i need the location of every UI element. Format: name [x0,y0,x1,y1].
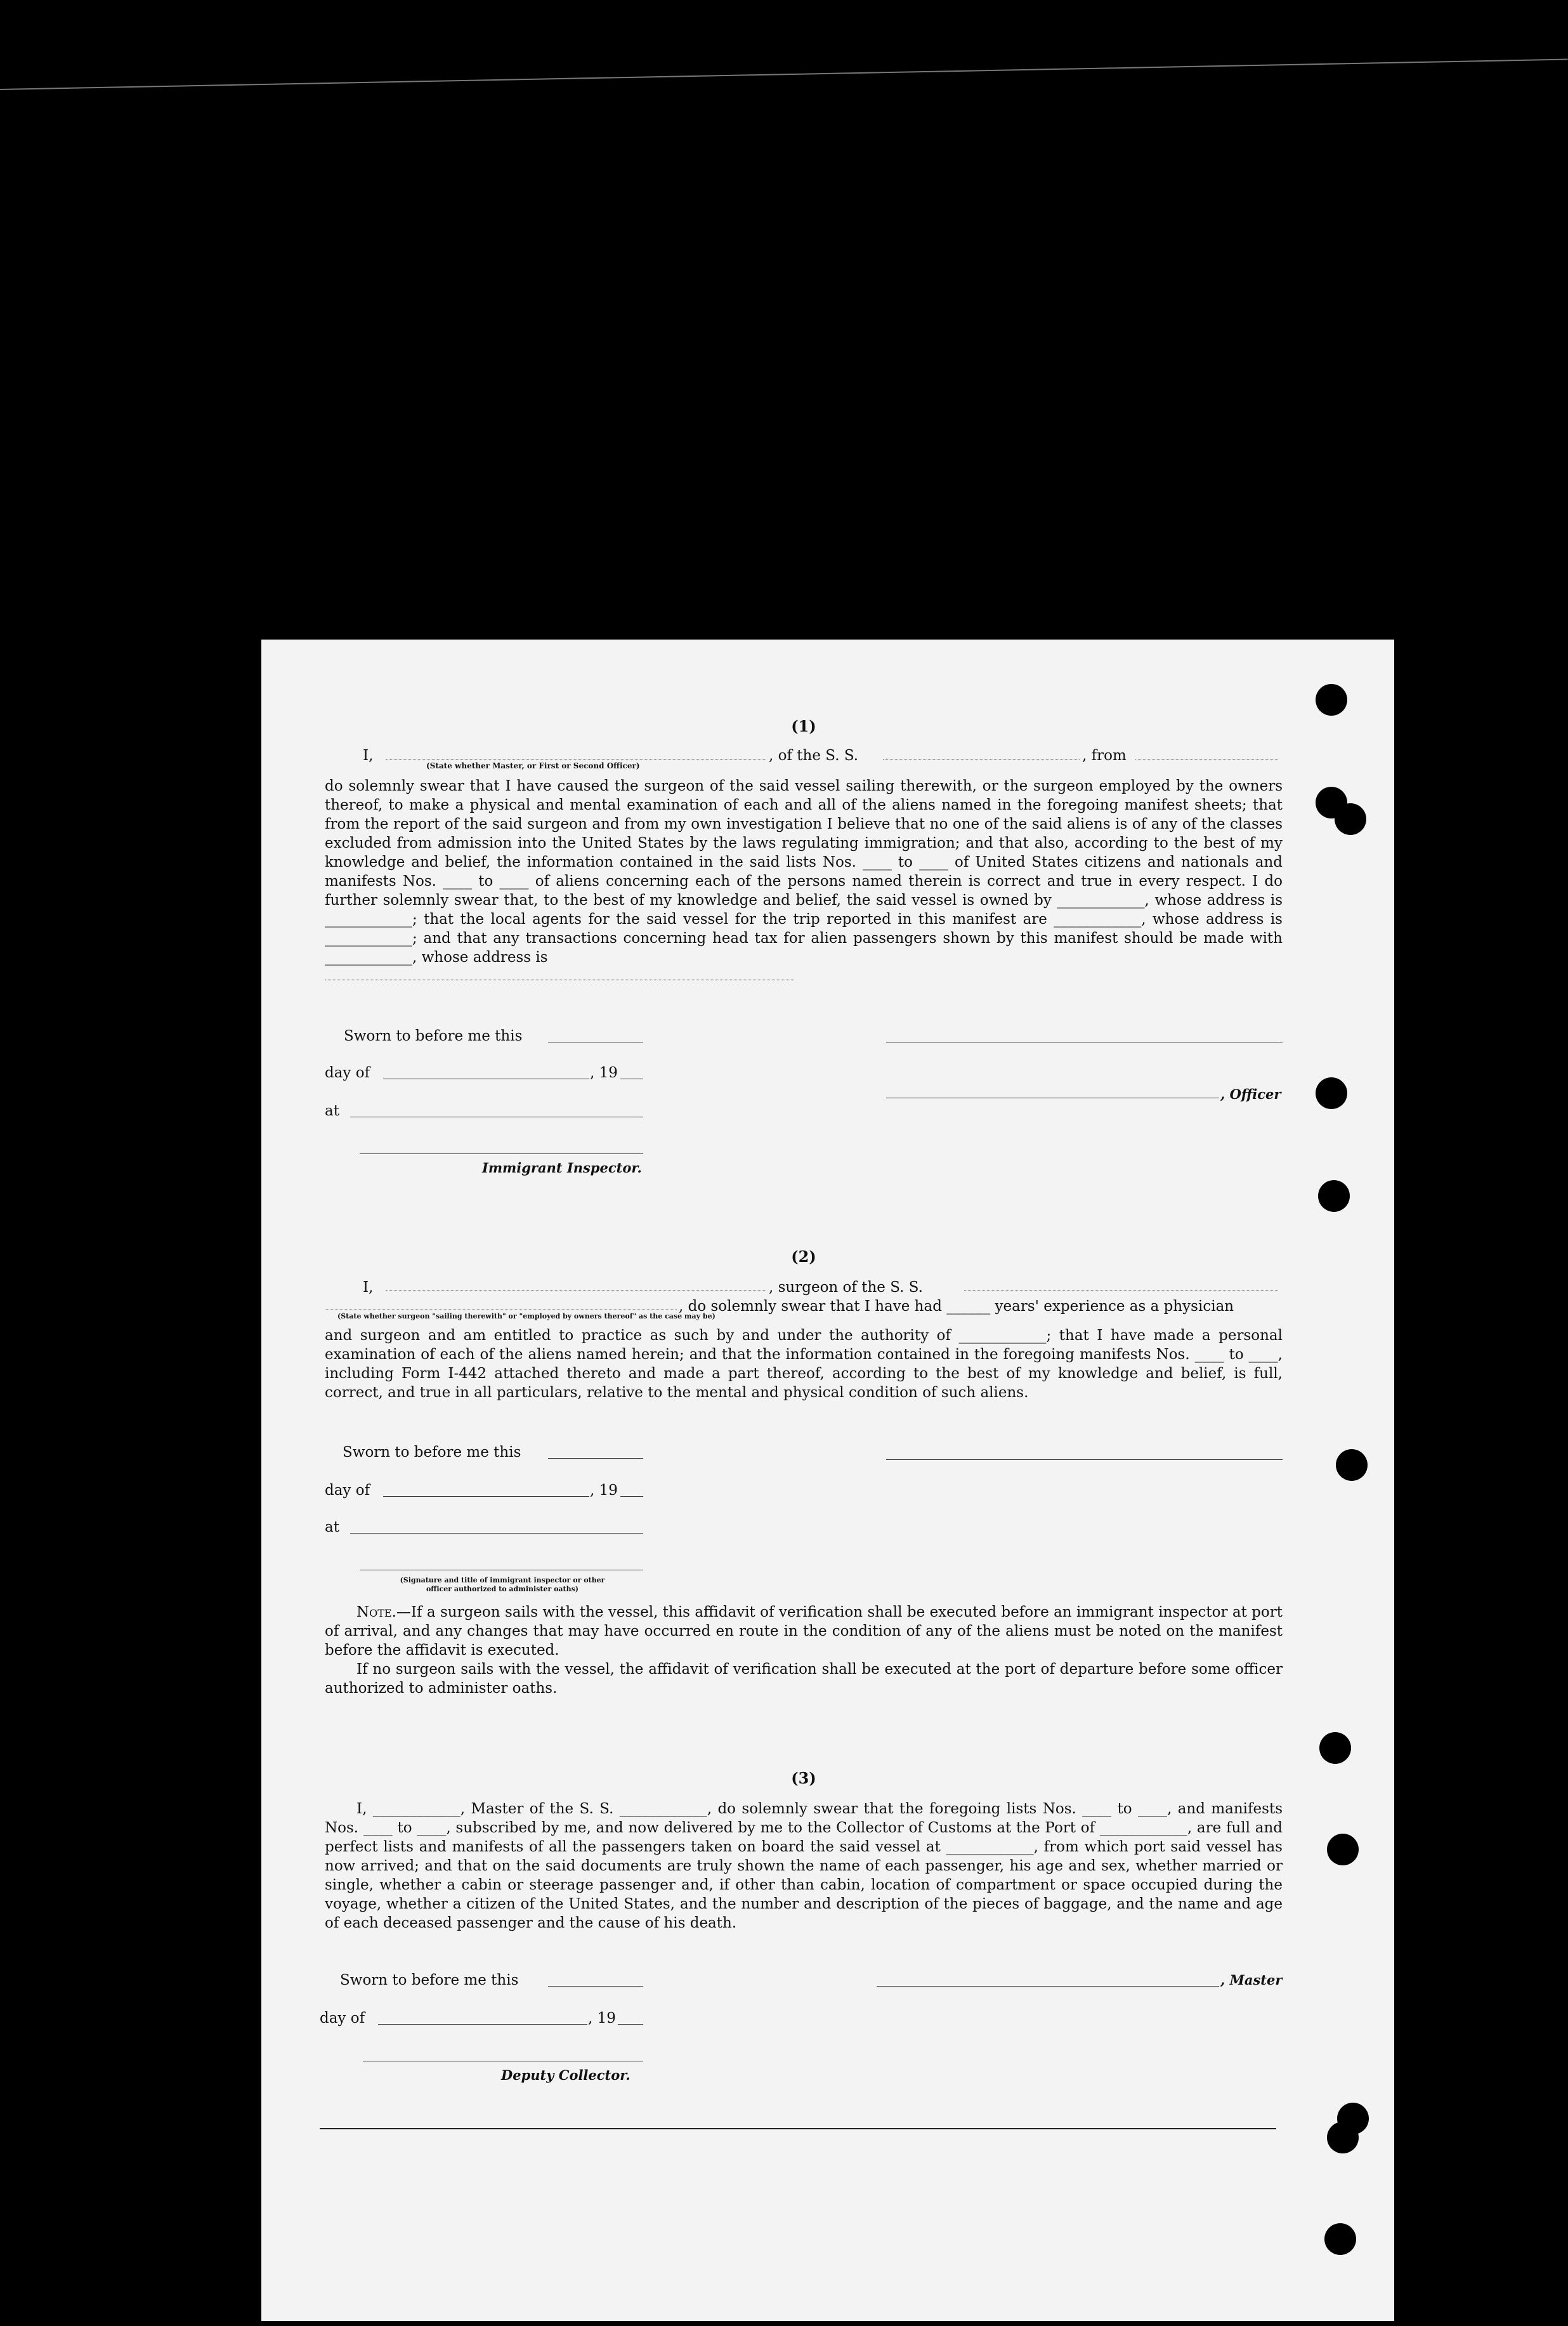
head-tax-address-field[interactable] [325,967,794,980]
top-edge-line [0,59,1568,90]
vessel-name-field[interactable] [883,746,1080,759]
punch-hole [1316,684,1347,716]
year-field-3[interactable] [618,2024,643,2025]
master-label: , Master [1220,1972,1283,1988]
inspector-label: Immigrant Inspector. [482,1160,642,1176]
sworn-label-1: Sworn to before me this [344,1028,523,1044]
punch-hole [1335,803,1366,835]
punch-hole [1318,1180,1350,1212]
officer-caption: (State whether Master, or First or Second Officer) [426,761,640,770]
day-of-label-3: day of [320,2010,365,2027]
surgeon-vessel-field[interactable] [964,1278,1278,1291]
section-1-body: do solemnly swear that I have caused the surgeon of the said vessel sailing therewith, or the surgeon employed by the owners thereof, to make a physical and mental examination of each and all of the aliens named in the foregoing manifest sheets; that from the report of the said surgeon and from my own investigation I believe that no one of the said aliens is of any of the classes excluded from admission into the United States by the laws regulating immigration; and that also, according to the best of my knowledge and belief, the information contained in the said lists Nos. ____ to ____ of United States citizens and nationals and manifests Nos. ____ to ____ of aliens concerning each of the persons named therein is correct and true in every respect. I do further solemnly swear that, to the best of my knowledge and belief, the said vessel is owned by ____________, whose address is ____________; that the local agents for the said vessel for the trip reported in this manifest are ____________, whose address is ____________; and that any transactions concerning head tax for alien passengers shown by this manifest should be made with ____________, whose address is [325,778,1283,966]
punch-hole [1319,1732,1351,1764]
section-2-number: (2) [791,1247,816,1266]
section-1-number: (1) [791,717,816,735]
label-of-ss: , of the S. S. [769,747,859,764]
bottom-rule [320,2128,1276,2129]
officer-label: , Officer [1220,1086,1281,1102]
day-month-field-2[interactable] [383,1496,589,1497]
section-3 [325,1769,1283,1933]
day-of-label-1: day of [325,1065,370,1081]
label-from: , from [1082,747,1127,764]
officer-name-field[interactable] [386,746,766,759]
day-month-field-3[interactable] [378,2024,587,2025]
note-text-1: —If a surgeon sails with the vessel, this affidavit of verification shall be executed before an immigrant inspector at port of arrival, and any changes that may have occurred en route in the condition of any of the aliens must be noted on the manifest before the affidavit is executed. [325,1604,1283,1659]
collector-label: Deputy Collector. [501,2067,630,2083]
label-surgeon-of-ss: , surgeon of the S. S. [769,1279,923,1296]
section-2-note [325,1603,1283,1698]
section-3-body: I, ____________, Master of the S. S. ____________, do solemnly swear that the foregoing lists Nos. ____ to ____, and manifests Nos. ____ to ____, subscribed by me, and now delivered by me to the Collector of Customs at the Port of ____________, are full and perfect lists and manifests of all the passengers taken on board the said vessel at ____________, from which port said vessel has now arrived; and that on the said documents are truly shown the name of each passenger, his age and sex, whether married or single, whether a cabin or steerage passenger and, if other than cabin, location of compartment or space occupied during the voyage, whether a citizen of the United States, and the number and description of the pieces of baggage, and the name and age of each deceased passenger and the cause of his death. [325,1801,1283,1931]
punch-hole [1327,1834,1359,1865]
label-i-2: I, [363,1279,374,1296]
surgeon-type-field[interactable] [325,1297,677,1310]
manifest-page [261,640,1394,2321]
from-port-field[interactable] [1135,746,1278,759]
sworn-label-2: Sworn to before me this [343,1444,521,1461]
punch-hole [1324,2223,1356,2255]
experience-clause: , do solemnly swear that I have had ______ years' experience as a physician [679,1298,1234,1315]
year-label-2: , 19 [590,1482,618,1499]
punch-hole [1327,2122,1359,2153]
at-label-2: at [325,1519,339,1535]
section-3-number: (3) [791,1769,816,1787]
sworn-label-3: Sworn to before me this [340,1972,519,1988]
day-of-label-2: day of [325,1482,370,1499]
at-label-1: at [325,1103,339,1119]
at-place-field-2[interactable] [350,1533,643,1534]
note-text-2: If no surgeon sails with the vessel, the affidavit of verification shall be executed at the port of departure before some officer authorized to administer oaths. [325,1661,1283,1697]
punch-hole [1316,1077,1347,1109]
sworn-date-field-3[interactable] [548,1986,643,1987]
section-2-second-line [325,1297,1283,1326]
surgeon-name-field[interactable] [386,1278,766,1291]
section-1 [325,717,1283,980]
section-2 [325,1247,1283,1402]
punch-hole [1336,1449,1368,1481]
section-1-opening-line [325,746,1283,777]
section-2-body: and surgeon and am entitled to practice as such by and under the authority of ____________; that I have made a personal examination of each of the aliens named herein; and that the information contained in the foregoing manifests Nos. ____ to ____, including Form I-442 attached thereto and made a part thereof, according to the best of my knowledge and belief, is full, correct, and true in all particulars, relative to the mental and physical condition of such aliens. [325,1327,1283,1401]
label-i: I, [363,747,374,764]
master-signature-field[interactable] [877,1986,1219,1987]
surgeon-signature-field[interactable] [886,1459,1283,1460]
inspector-signature-field[interactable] [360,1153,643,1154]
year-label-3: , 19 [588,2010,616,2027]
section-2-opening-line [325,1278,1283,1297]
year-field-2[interactable] [620,1496,643,1497]
year-label-1: , 19 [590,1065,618,1081]
note-label: Note. [356,1604,396,1620]
surgeon-caption: (State whether surgeon "sailing therewith" or "employed by owners thereof" as the case may be) [337,1312,715,1320]
sworn-date-field-2[interactable] [548,1458,643,1459]
signature-caption: (Signature and title of immigrant inspector or other officer authorized to administer oaths) [400,1576,605,1593]
